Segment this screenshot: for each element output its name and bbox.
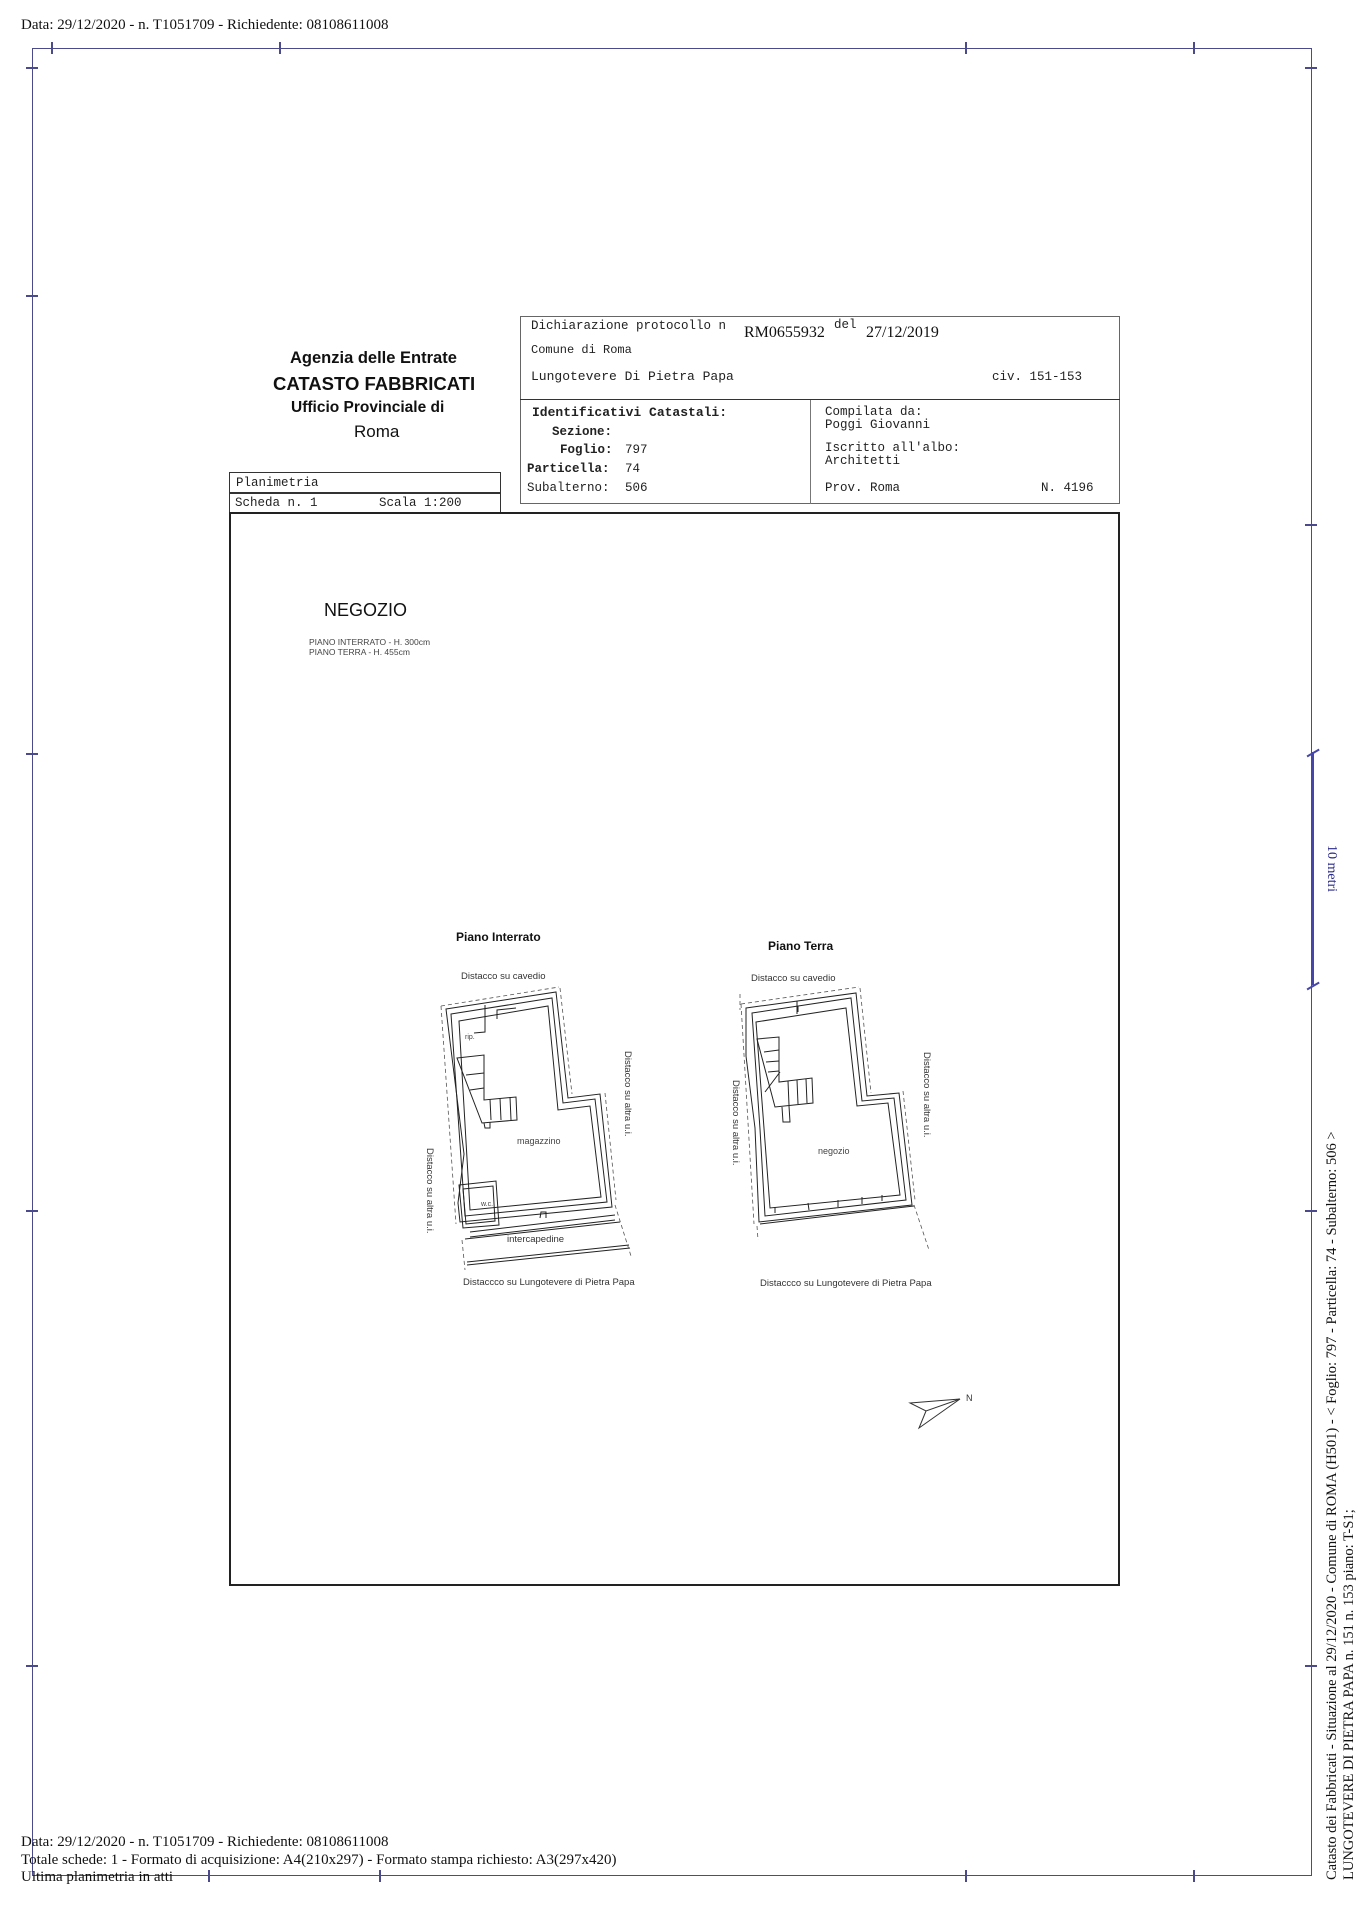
scale-bar-label: 10 metri: [1324, 845, 1339, 893]
compiler-province: Prov. Roma: [825, 481, 901, 495]
plan-interrato-right-label: Distacco su altra u.i.: [622, 1051, 633, 1137]
drawing-box: [229, 512, 1120, 1586]
identifiers-title: Identificativi Catastali:: [532, 405, 728, 420]
height-note-2: PIANO TERRA - H. 455cm: [309, 647, 410, 657]
comune: Comune di Roma: [531, 343, 632, 357]
sheet-box-divider: [229, 492, 501, 494]
sheet-scale: Scala 1:200: [379, 496, 462, 510]
scale-bar: [1312, 752, 1314, 985]
side-note-line2: LUNGOTEVERE DI PIETRA PAPA n. 151 n. 153 piano: T-S1;: [1341, 1509, 1357, 1880]
foglio-value: 797: [625, 443, 648, 457]
protocol-date: 27/12/2019: [866, 324, 939, 341]
frame-tick: [279, 42, 281, 54]
height-note-1: PIANO INTERRATO - H. 300cm: [309, 637, 431, 647]
drawing-title: NEGOZIO: [324, 600, 408, 620]
subalterno-value: 506: [625, 481, 648, 495]
protocol-del-label: del: [834, 318, 857, 332]
plan-interrato-top-label: Distacco su cavedio: [461, 971, 546, 982]
address: Lungotevere Di Pietra Papa: [531, 369, 734, 384]
compiler-name: Poggi Giovanni: [825, 418, 931, 432]
foglio-label: Foglio:: [560, 443, 613, 457]
frame-tick: [1193, 42, 1195, 54]
agency-name: Agenzia delle Entrate: [290, 349, 457, 367]
footer-line1: Data: 29/12/2020 - n. T1051709 - Richiedente: 08108611008: [21, 1834, 389, 1850]
declaration-divider: [520, 399, 1120, 400]
plan-terra-left-label: Distacco su altra u.i.: [730, 1080, 741, 1166]
sheet-number: Scheda n. 1: [235, 496, 318, 510]
albo-value: Architetti: [825, 454, 901, 468]
frame-tick: [51, 42, 53, 54]
albo-label: Iscritto all'albo:: [825, 441, 961, 455]
plan-terra-bottom-label: Distaccco su Lungotevere di Pietra Papa: [760, 1278, 932, 1289]
plan-title-terra: Piano Terra: [768, 939, 834, 953]
plan-terra-right-label: Distacco su altra u.i.: [921, 1052, 932, 1138]
frame-tick: [1193, 1870, 1195, 1882]
protocol-number: RM0655932: [744, 324, 825, 341]
sheet-title: Planimetria: [236, 476, 319, 490]
header-line: Data: 29/12/2020 - n. T1051709 - Richiedente: 08108611008: [21, 17, 389, 33]
frame-tick: [379, 1870, 381, 1882]
frame-tick: [1305, 524, 1317, 526]
office-city: Roma: [354, 422, 400, 441]
particella-label: Particella:: [527, 462, 610, 476]
declaration-column-divider: [810, 400, 811, 504]
frame-tick: [26, 1665, 38, 1667]
room-wc: w.c.: [481, 1201, 494, 1208]
frame-tick: [965, 42, 967, 54]
subalterno-label: Subalterno:: [527, 481, 610, 495]
compiler-label: Compilata da:: [825, 405, 923, 419]
room-magazzino: magazzino: [517, 1136, 561, 1146]
frame-tick: [26, 1210, 38, 1212]
civic-number: civ. 151-153: [992, 370, 1083, 384]
office-label: Ufficio Provinciale di: [291, 399, 445, 416]
sezione-label: Sezione:: [552, 425, 613, 439]
frame-tick: [26, 753, 38, 755]
frame-tick: [208, 1870, 210, 1882]
frame-tick: [26, 295, 38, 297]
protocol-label: Dichiarazione protocollo n: [531, 319, 727, 333]
room-negozio: negozio: [818, 1146, 850, 1156]
frame-tick: [1305, 1210, 1317, 1212]
frame-tick: [965, 1870, 967, 1882]
particella-value: 74: [625, 462, 641, 476]
plan-interrato-left-label: Distacco su altra u.i.: [424, 1148, 435, 1234]
catasto-title: CATASTO FABBRICATI: [273, 373, 476, 394]
footer-line2: Totale schede: 1 - Formato di acquisizione: A4(210x297) - Formato stampa richiesto: A3(297x420): [21, 1852, 617, 1868]
north-label: N: [966, 1393, 973, 1403]
side-note-line1: Catasto dei Fabbricati - Situazione al 29/12/2020 - Comune di ROMA (H501) - < Foglio: 797 - Particella: 74 - Subalterno: 506 >: [1324, 1131, 1340, 1880]
footer-line3: Ultima planimetria in atti: [21, 1869, 174, 1885]
compiler-number: N. 4196: [1041, 481, 1094, 495]
frame-tick: [1305, 1665, 1317, 1667]
plan-interrato-bottom-label: Distaccco su Lungotevere di Pietra Papa: [463, 1277, 635, 1288]
frame-tick: [26, 67, 38, 69]
plan-title-interrato: Piano Interrato: [456, 930, 541, 944]
frame-tick: [1305, 67, 1317, 69]
room-intercapedine: intercapedine: [507, 1234, 565, 1245]
room-rip: rip.: [465, 1034, 475, 1041]
plan-terra-top-label: Distacco su cavedio: [751, 973, 836, 984]
